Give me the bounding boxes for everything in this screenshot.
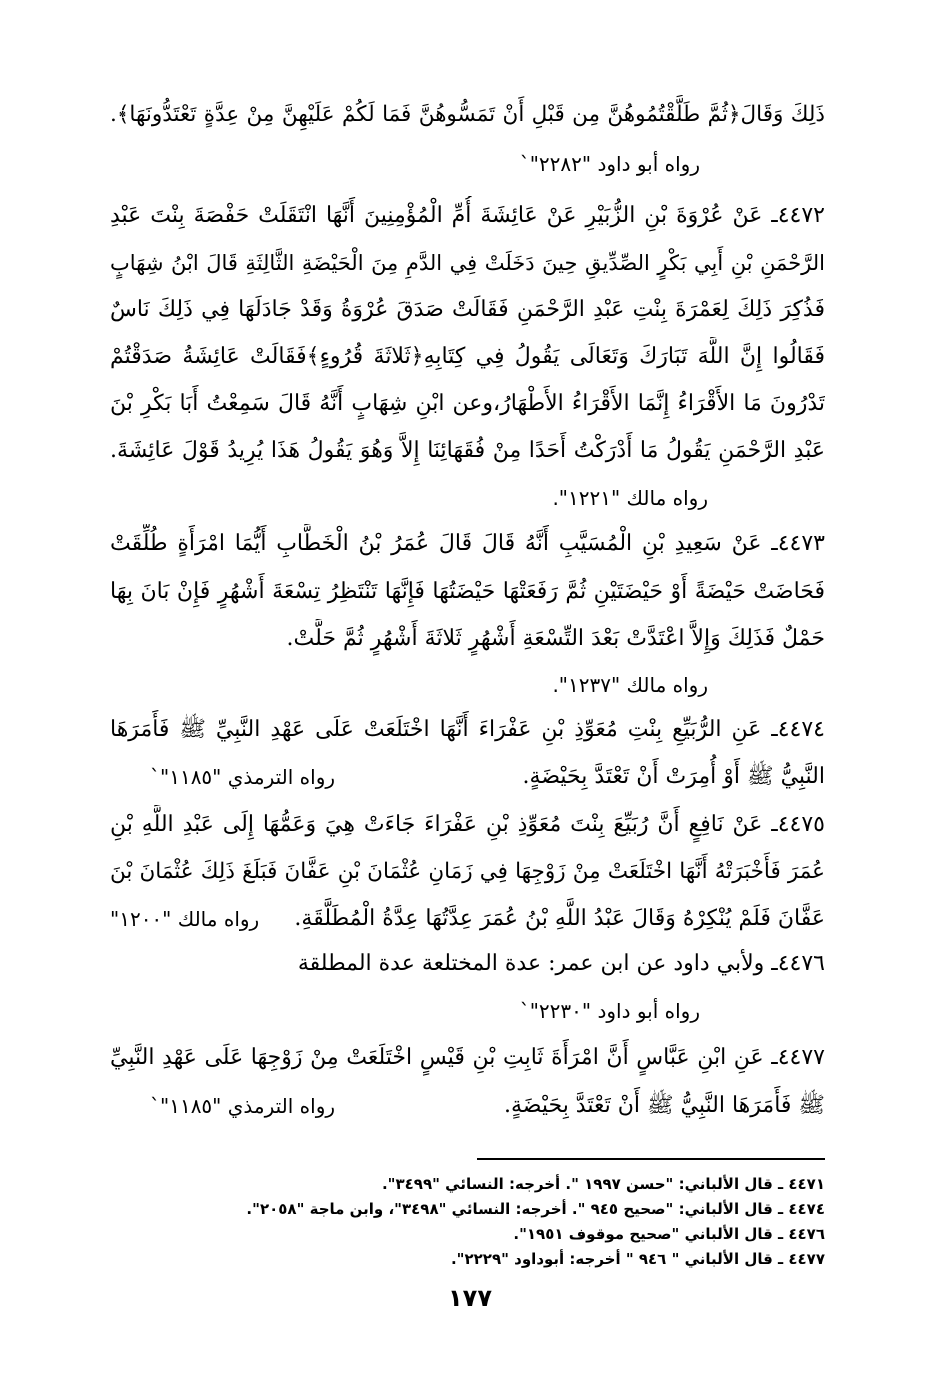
hadith-4472-line-3: فَذُكِرَ ذَلِكَ لِعَمْرَةَ بِنْتِ عَبْدِ الرَّحْمَنِ فَقَالَتْ صَدَقَ عُرْوَةُ وَقَدْ جَادَلَهَا فِي ذَلِكَ نَاسٌ [110, 297, 825, 322]
hadith-4472-line-6: عَبْدِ الرَّحْمَنِ يَقُولُ مَا أَدْرَكْتُ أَحَدًا مِنْ فُقَهَائِنَا إِلاَّ وَهُوَ يَقُولُ هَذَا يُرِيدُ قَوْلَ عَائِشَةَ. [110, 438, 825, 463]
hadith-4475-line-2: عُمَرَ فَأَخْبَرَتْهُ أَنَّهَا اخْتَلَعَتْ مِنْ زَوْجِهَا فِي زَمَانِ عُثْمَانَ بْنِ عَفَّانَ فَبَلَغَ ذَلِكَ عُثْمَانَ بْنَ [110, 859, 825, 884]
hadith-text: ﷺ فَأَمَرَهَا النَّبِيُّ ﷺ أَنْ تَعْتَدَّ بِحَيْضَةٍ. [503, 1093, 825, 1118]
hadith-source: رواه أبو داود "٢٢٨٢"` [519, 152, 700, 176]
hadith-source: رواه مالك "١٢٠٠" [110, 907, 260, 931]
hadith-4472-line-2: الرَّحْمَنِ بْنِ أَبِي بَكْرٍ الصِّدِّيقِ حِينَ دَخَلَتْ فِي الدَّمِ مِنَ الْحَيْضَةِ الثَّالِثَةِ قَالَ ابْنُ شِهَابٍ [110, 251, 825, 275]
hadith-4473-line-1: ٤٤٧٣ـ عَنْ سَعِيدِ بْنِ الْمُسَيَّبِ أَنَّهُ قَالَ قَالَ عُمَرُ بْنُ الْخَطَّابِ أَيُّمَا امْرَأَةٍ طُلِّقَتْ [110, 531, 825, 556]
footnote: ٤٤٧٤ ـ قال الألباني: "صحيح ٩٤٥ ". أخرجه: النسائي "٣٤٩٨"، وابن ماجة "٢٠٥٨". [246, 1200, 825, 1218]
hadith-text: عَفَّانَ فَلَمْ يُنْكِرْهُ وَقَالَ عَبْدُ اللَّهِ بْنُ عُمَرَ عِدَّتُهَا عِدَّةُ الْمُطَلَّقَةِ. [294, 906, 825, 931]
hadith-text: النَّبِيُّ ﷺ أَوْ أُمِرَتْ أَنْ تَعْتَدَّ بِحَيْضَةٍ. [522, 764, 825, 789]
hadith-4472-line-5: تَدْرُونَ مَا الأَقْرَاءُ إِنَّمَا الأَقْرَاءُ الأَطْهَارُ،وعن ابْنِ شِهَابٍ أَنَّهُ قَالَ سَمِعْتُ أَبَا بَكْرِ بْنَ [110, 391, 825, 416]
hadith-source: رواه الترمذي "١١٨٥"` [150, 1094, 336, 1118]
hadith-4473-line-2: فَحَاضَتْ حَيْضَةً أَوْ حَيْضَتَيْنِ ثُمَّ رَفَعَتْهَا حَيْضَتُهَا فَإِنَّهَا تَنْتَظِرُ تِسْعَةَ أَشْهُرٍ فَإِنْ بَانَ بِهَا [110, 579, 825, 604]
footnote-separator [477, 1158, 825, 1160]
hadith-source: رواه أبو داود "٢٢٣٠"` [519, 999, 700, 1023]
hadith-4474-line-1: ٤٤٧٤ـ عَنِ الرُّبَيِّعِ بِنْتِ مُعَوِّذِ بْنِ عَفْرَاءَ أَنَّهَا اخْتَلَعَتْ عَلَى عَهْدِ النَّبِيِّ ﷺ فَأَمَرَهَا [110, 717, 825, 742]
hadith-4474-line-2 [110, 756, 825, 798]
page-number: ١٧٧ [448, 1284, 492, 1312]
hadith-4475-line-3 [110, 898, 825, 940]
hadith-source: رواه مالك "١٢٣٧". [552, 673, 708, 697]
footnote: ٤٤٧٧ ـ قال الألباني " ٩٤٦ " أخرجه: أبوداود "٢٢٢٩". [450, 1250, 825, 1268]
hadith-4472-line-1: ٤٤٧٢ـ عَنْ عُرْوَةَ بْنِ الزُّبَيْرِ عَنْ عَائِشَةَ أُمِّ الْمُؤْمِنِينَ أَنَّهَا انْتَقَلَتْ حَفْصَةَ بِنْتَ عَبْدِ [110, 203, 825, 228]
footnote: ٤٤٧١ ـ قال الألباني: "حسن ١٩٩٧ ". أخرجه: النسائي "٣٤٩٩". [381, 1175, 825, 1193]
text-line: ذَلِكَ وَقَالَ﴿ثُمَّ طَلَّقْتُمُوهُنَّ مِن قَبْلِ أَنْ تَمَسُّوهُنَّ فَمَا لَكُمْ عَلَيْهِنَّ مِنْ عِدَّةٍ تَعْتَدُّونَهَا﴾. [110, 102, 825, 127]
hadith-4476-line-1: ٤٤٧٦ـ ولأبي داود عن ابن عمر: عدة المختلعة عدة المطلقة [297, 951, 825, 976]
footnote: ٤٤٧٦ ـ قال الألباني "صحيح موقوف ١٩٥١". [513, 1225, 825, 1243]
hadith-4477-line-1: ٤٤٧٧ـ عَنِ ابْنِ عَبَّاسٍ أَنَّ امْرَأَةَ ثَابِتِ بْنِ قَيْسٍ اخْتَلَعَتْ مِنْ زَوْجِهَا عَلَى عَهْدِ النَّبِيِّ [110, 1045, 825, 1070]
hadith-4477-line-2 [110, 1085, 825, 1127]
hadith-4473-line-3: حَمْلٌ فَذَلِكَ وَإِلاَّ اعْتَدَّتْ بَعْدَ التِّسْعَةِ أَشْهُرٍ ثَلاثَةَ أَشْهُرٍ ثُمَّ حَلَّتْ. [286, 626, 825, 651]
hadith-source: رواه الترمذي "١١٨٥"` [150, 765, 336, 789]
hadith-source: رواه مالك "١٢٢١". [552, 486, 708, 510]
hadith-4472-line-4: فَقَالُوا إِنَّ اللَّهَ تَبَارَكَ وَتَعَالَى يَقُولُ فِي كِتَابِهِ﴿ثَلاثَةَ قُرُوءٍ﴾فَقَالَتْ عَائِشَةُ صَدَقْتُمْ [110, 344, 825, 369]
hadith-4475-line-1: ٤٤٧٥ـ عَنْ نَافِعٍ أَنَّ رُبَيِّعَ بِنْتَ مُعَوِّذِ بْنِ عَفْرَاءَ جَاءَتْ هِيَ وَعَمُّهَا إِلَى عَبْدِ اللَّهِ بْنِ [110, 812, 825, 837]
